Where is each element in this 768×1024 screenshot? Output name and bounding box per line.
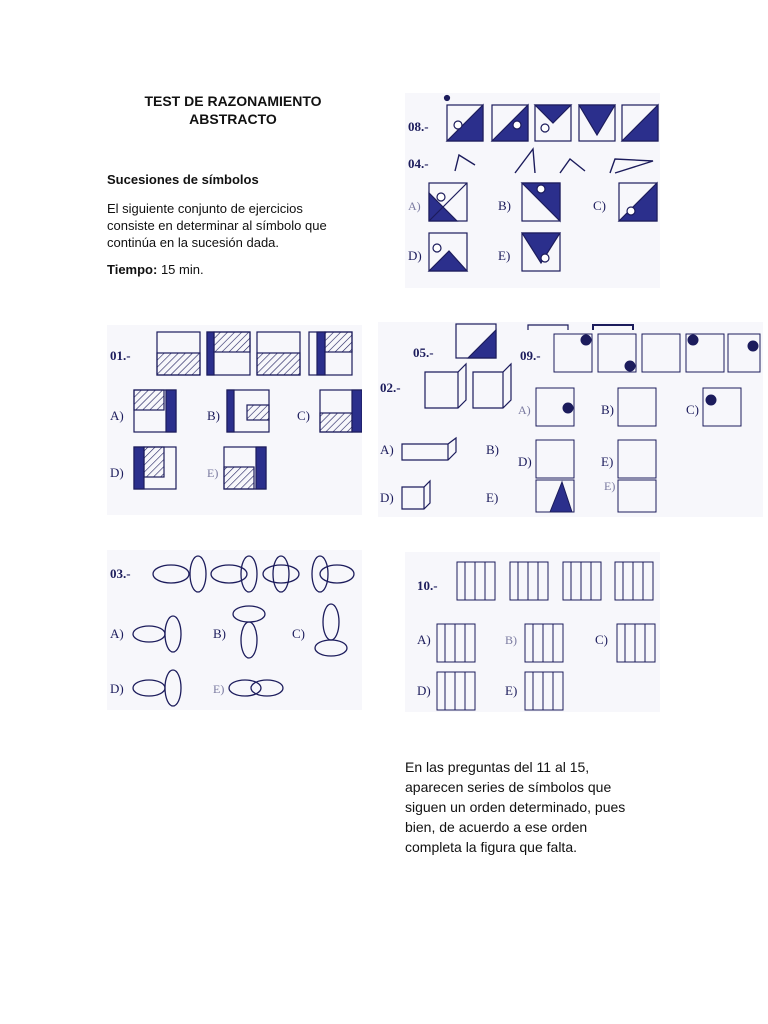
question-08-series xyxy=(445,96,659,142)
option-b-label: B) xyxy=(505,633,517,647)
panel-01-figures xyxy=(107,325,362,515)
question-01-options xyxy=(134,390,362,489)
option-02-b-label: B) xyxy=(486,442,499,457)
option-d-label: D) xyxy=(408,248,422,263)
question-04-label: 04.- xyxy=(408,156,429,171)
question-05-figures xyxy=(456,324,633,358)
option-e-label: E) xyxy=(505,683,518,698)
option-b-label: B) xyxy=(207,408,220,423)
option-e-label: E) xyxy=(213,682,225,696)
question-01-label: 01.- xyxy=(110,348,131,363)
page-title xyxy=(108,92,358,128)
intro-paragraph: El siguiente conjunto de ejercicios consiste en determinar al símbolo que continúa en la sucesión dada. xyxy=(107,201,327,250)
option-e-label: E) xyxy=(498,248,511,263)
question-01-series xyxy=(157,332,352,375)
option-c-label: C) xyxy=(593,198,606,213)
option-09-e-label: E) xyxy=(601,454,614,469)
question-09-label: 09.- xyxy=(520,348,541,363)
scan-panel-01 xyxy=(107,325,362,515)
option-02-d-label: D) xyxy=(380,490,394,505)
option-b-label: B) xyxy=(498,198,511,213)
title-line-1: TEST DE RAZONAMIENTO xyxy=(144,93,322,109)
question-08-label: 08.- xyxy=(408,119,429,134)
option-a-label: A) xyxy=(417,632,431,647)
panel-08-04-figures xyxy=(405,93,660,288)
option-c-label: C) xyxy=(292,626,305,641)
question-05-label: 05.- xyxy=(413,345,434,360)
option-09-b-label: B) xyxy=(601,402,614,417)
option-d-label: D) xyxy=(417,683,431,698)
scan-panel-03 xyxy=(107,550,362,710)
option-02-a-label: A) xyxy=(380,442,394,457)
option-d-label: D) xyxy=(110,681,124,696)
time-label: Tiempo: xyxy=(107,262,158,277)
title-line-2: ABSTRACTO xyxy=(189,111,277,127)
question-04-options xyxy=(429,183,657,271)
option-09-a-label: A) xyxy=(518,403,531,417)
instructions-11-15: En las preguntas del 11 al 15, aparecen series de símbolos que siguen un orden determinado, pues bien, de acuerdo a ese orden completa la figura que falta. xyxy=(405,759,626,855)
question-10-label: 10.- xyxy=(417,578,438,593)
option-09-e-duplicate-label: E) xyxy=(604,479,616,493)
option-a-label: A) xyxy=(408,199,421,213)
question-09-options xyxy=(536,388,741,512)
option-b-label: B) xyxy=(213,626,226,641)
option-09-c-label: C) xyxy=(686,402,699,417)
scan-panel-05-02-09 xyxy=(378,322,763,517)
scan-panel-10 xyxy=(405,552,660,712)
scan-panel-08-04 xyxy=(405,93,660,288)
option-e-label: E) xyxy=(207,466,219,480)
question-02-options xyxy=(402,438,456,509)
question-10-series xyxy=(457,562,653,600)
option-d-label: D) xyxy=(110,465,124,480)
option-a-label: A) xyxy=(110,626,124,641)
question-02-figures xyxy=(425,364,511,408)
option-c-label: C) xyxy=(595,632,608,647)
option-a-label: A) xyxy=(110,408,124,423)
panel-05-02-09-figures xyxy=(378,322,763,517)
question-03-series xyxy=(153,556,354,592)
time-line xyxy=(107,262,204,277)
question-09-series xyxy=(554,334,760,372)
question-04-series xyxy=(455,149,653,173)
option-c-label: C) xyxy=(297,408,310,423)
question-02-label: 02.- xyxy=(380,380,401,395)
option-09-d-label: D) xyxy=(518,454,532,469)
section-heading: Sucesiones de símbolos xyxy=(107,172,259,187)
question-03-options xyxy=(133,604,347,706)
option-02-e-label: E) xyxy=(486,490,499,505)
time-value: 15 min. xyxy=(160,262,204,277)
question-10-options xyxy=(437,624,655,710)
question-03-label: 03.- xyxy=(110,566,131,581)
panel-10-figures xyxy=(405,552,660,712)
panel-03-figures xyxy=(107,550,362,710)
